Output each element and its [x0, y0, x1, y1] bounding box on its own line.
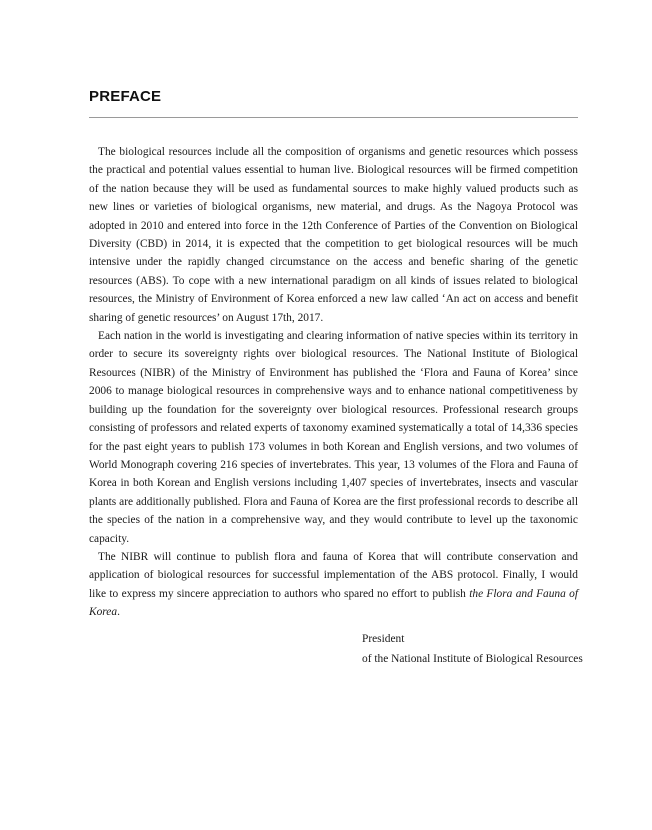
signature-organization: of the National Institute of Biological Resources	[362, 653, 583, 665]
paragraph-2: Each nation in the world is investigating and clearing information of native species within its territory in order to secure its sovereignty rights over biological resources. The National Institute of Biological Resources (NIBR) of the Ministry of Environment has published the ‘Flora and Fauna of Korea’ since 2006 to manage biological resources in comprehensive ways and to enhance national competitiveness by building up the foundation for the sovereignty over biological resources. Professional research groups consisting of professors and related experts of taxonomy examined systematically a total of 14,336 species for the past eight years to publish 173 volumes in both Korean and English versions, and two volumes of World Monograph covering 216 species of invertebrates. This year, 13 volumes of the Flora and Fauna of Korea in both Korean and English versions including 1,407 species of invertebrates, insects and vascular plants are additionally published. Flora and Fauna of Korea are the first professional records to describe all the species of the nation in a comprehensive way, and they would contribute to level up the taxonomic capacity.	[89, 330, 578, 545]
paragraph-1: The biological resources include all the composition of organisms and genetic resources which possess the practical and potential values essential to human live. Biological resources will be firmed competition of the nation because they will be used as fundamental sources to make highly valued products such as new lines or varieties of biological organisms, new material, and drugs. As the Nagoya Protocol was adopted in 2010 and entered into force in the 12th Conference of Parties of the Convention on Biological Diversity (CBD) in 2014, it is expected that the competition to get biological resources will be much intensive under the rapidly changed circumstance on the access and benefic sharing of the genetic resources (ABS). To cope with a new international paradigm on all kinds of issues related to biological resources, the Ministry of Environment of Korea enforced a new law called ‘An act on access and benefit sharing of genetic resources’ on August 17th, 2017.	[89, 146, 578, 324]
book-title-italic: the Flora and Fauna of Korea	[89, 587, 578, 619]
signature-block	[362, 629, 583, 669]
paragraph-3	[89, 548, 578, 622]
preface-body	[89, 143, 578, 622]
signature-title: President	[362, 633, 405, 645]
title-divider	[89, 117, 578, 118]
paragraph-3-text: The NIBR will continue to publish flora and fauna of Korea that will contribute conservation and application of biological resources for successful implementation of the ABS protocol. Finally, I would like to express my sincere appreciation to authors who spared no effort to publish	[89, 550, 578, 600]
page-title: PREFACE	[89, 88, 162, 105]
paragraph-3-end: .	[117, 606, 120, 619]
